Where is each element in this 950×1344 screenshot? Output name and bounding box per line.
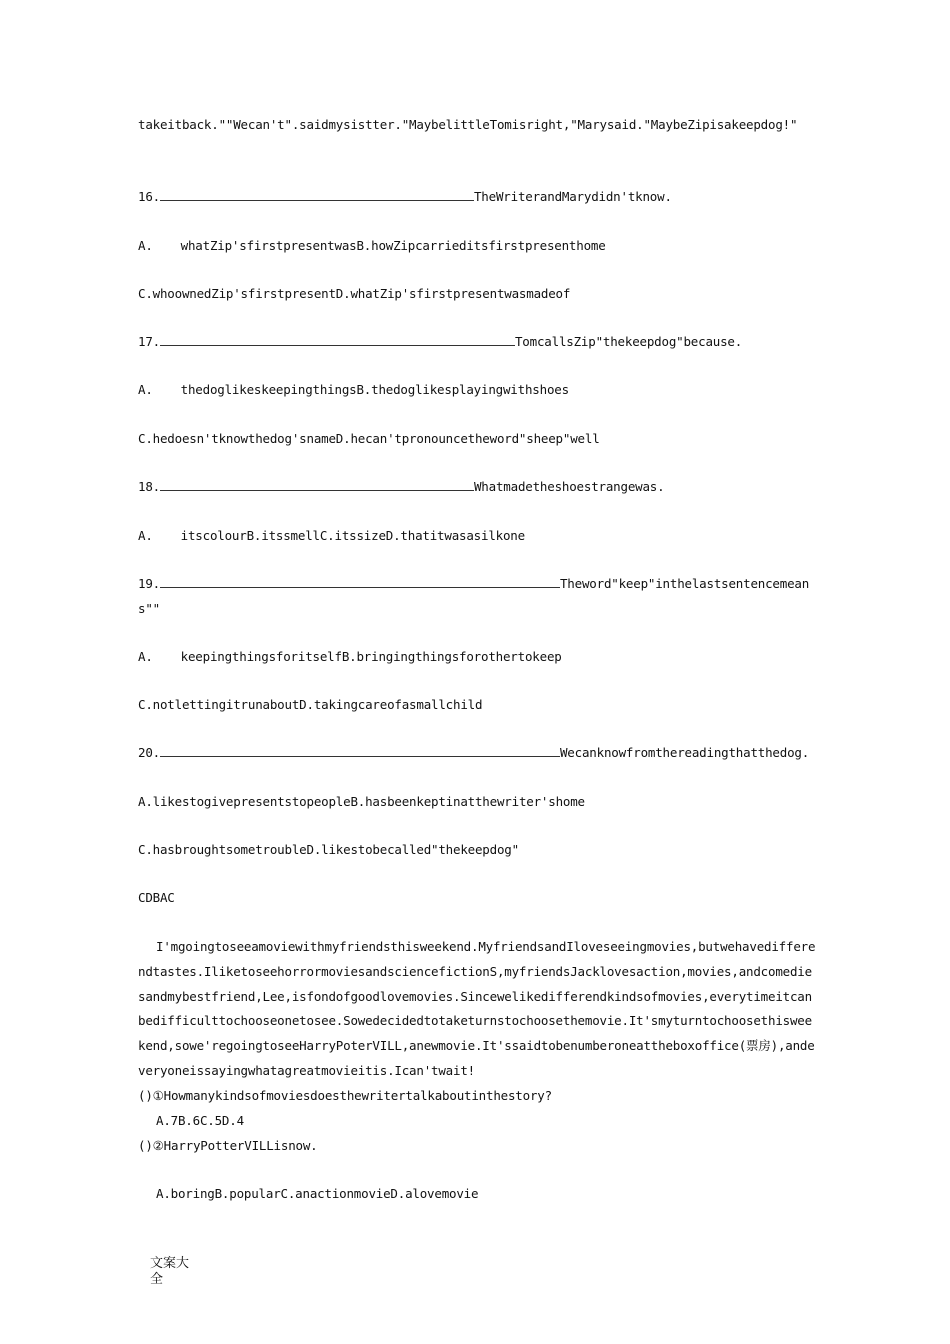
- answer-blank: [160, 186, 474, 201]
- option-text: whatZip'sfirstpresentwasB.howZipcarrieditsfirstpresenthome: [180, 238, 606, 253]
- question-20-options-a-b: [138, 790, 818, 814]
- question-stem: TomcallsZip"thekeepdog"because.: [514, 334, 743, 349]
- question-17-options-c-d: C.hedoesn'tknowthedog'snameD.hecan'tpronouncetheword"sheep"well: [138, 431, 600, 446]
- reading-passage: I'mgoingtoseeamoviewithmyfriendsthisweekend.MyfriendsandIloveseeingmovies,butwehavedifferendtastes.IliketoseehorrormoviesandsciencefictionS,myfriendsJacklovesaction,movies,andcomediesandmybestfriend,Lee,isfondofgoodlovemovies.Sincewelikedifferendkindsofmovies,everytimeitcanbedifficulttochooseonetosee.Sowedecidedtotaketurnstochoosethemovie.It'smyturntochoosethisweekend,sowe'regoingtoseeHarryPoterVILL,anewmovie.It'ssaidtobenumberoneattheboxoffice(票房),andeveryoneissayingwhatagreatmovieitis.Ican'twait!: [138, 939, 816, 1078]
- question-16-options-c-d: C.whoownedZip'sfirstpresentD.whatZip'sfirstpresentwasmadeof: [138, 286, 571, 301]
- answer-blank: [160, 573, 560, 588]
- question-stem: TheWriterandMarydidn'tknow.: [473, 189, 672, 204]
- sub-question-1: ()①Howmanykindsofmoviesdoesthewritertalkaboutinthestory?: [138, 1088, 552, 1103]
- question-stem: Whatmadetheshoestrangewas.: [473, 479, 665, 494]
- answer-key: CDBAC: [138, 890, 175, 905]
- question-16-options-a-b: A. whatZip'sfirstpresentwasB.howZipcarrieditsfirstpresenthome: [138, 238, 606, 253]
- question-17: [138, 330, 818, 354]
- question-19-options-c-d: C.notlettingitrunaboutD.takingcareofasmallchild: [138, 697, 483, 712]
- question-number: 20.: [138, 745, 160, 760]
- question-number: 17.: [138, 334, 160, 349]
- option-text: itscolourB.itssmellC.itssizeD.thatitwasasilkone: [180, 528, 525, 543]
- question-16: [138, 185, 818, 209]
- question-18-options: A. itscolourB.itssmellC.itssizeD.thatitwasasilkone: [138, 528, 525, 543]
- sub-question-1-options: A.7B.6C.5D.4: [156, 1113, 244, 1128]
- answer-blank: [160, 742, 560, 757]
- question-number: 18.: [138, 479, 160, 494]
- option-text: keepingthingsforitselfB.bringingthingsforothertokeep: [180, 649, 562, 664]
- sub-question-text: Howmanykindsofmoviesdoesthewritertalkaboutinthestory?: [163, 1088, 552, 1103]
- question-18: [138, 475, 818, 499]
- sub-question-2-options: A.boringB.popularC.anactionmovieD.alovemovie: [156, 1186, 479, 1201]
- sub-question-2: ()②HarryPotterVILLisnow.: [138, 1138, 318, 1153]
- intro-line: takeitback.""Wecan't".saidmysistter."MaybelittleTomisright,"Marysaid."MaybeZipisakeepdog!": [138, 117, 798, 132]
- option-text: A.: [138, 794, 153, 809]
- option-text: thedoglikeskeepingthingsB.thedoglikesplayingwithshoes: [180, 382, 569, 397]
- question-number: 19.: [138, 576, 160, 591]
- question-number: 16.: [138, 189, 160, 204]
- question-20-options-c-d: C.hasbroughtsometroubleD.likestobecalled"thekeepdog": [138, 842, 519, 857]
- question-17-options-a-b: A. thedoglikeskeepingthingsB.thedoglikesplayingwithshoes: [138, 382, 569, 397]
- question-20: [138, 741, 818, 765]
- question-stem: Theword"keep"inthelastsentencemeans"": [138, 576, 810, 616]
- answer-blank: [160, 331, 515, 346]
- sub-question-text: HarryPotterVILLisnow.: [163, 1138, 318, 1153]
- question-stem: Wecanknowfromthereadingthatthedog.: [559, 745, 810, 760]
- question-19: [138, 572, 818, 622]
- answer-blank: [160, 476, 474, 491]
- option-text: likestogivepresentstopeopleB.hasbeenkeptinatthewriter'shome: [152, 794, 585, 809]
- question-19-options-a-b: A. keepingthingsforitselfB.bringingthingsforothertokeep: [138, 649, 562, 664]
- page-footer: 文案大全: [150, 1256, 190, 1287]
